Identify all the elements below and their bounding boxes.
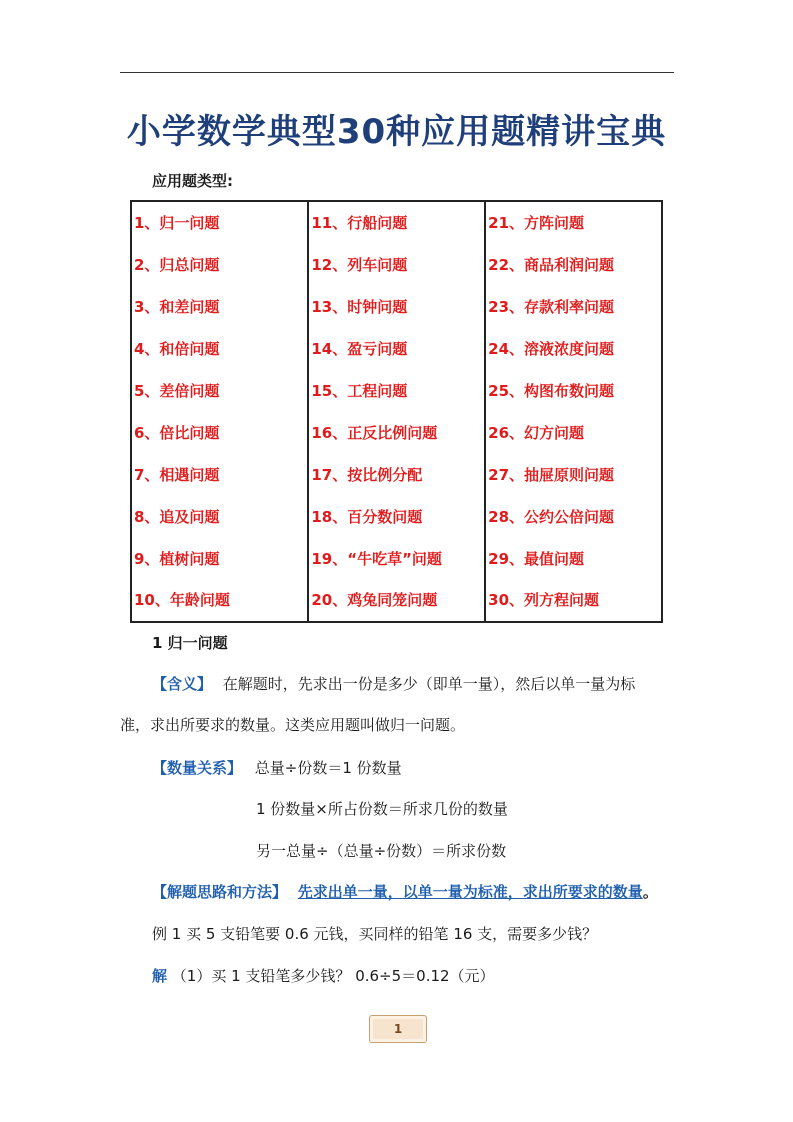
types-cell <box>308 244 485 286</box>
types-cell <box>485 411 662 453</box>
types-row <box>131 537 662 579</box>
types-cell <box>308 328 485 370</box>
type-item: 21、方阵问题 <box>488 214 585 233</box>
types-cell <box>308 453 485 495</box>
types-cell <box>485 328 662 370</box>
type-item: 3、和差问题 <box>134 298 220 317</box>
type-item: 19、“牛吃草”问题 <box>311 549 442 568</box>
type-item: 9、植树问题 <box>134 549 220 568</box>
type-item: 10、年龄问题 <box>134 591 230 610</box>
types-cell <box>131 370 308 412</box>
types-cell <box>131 328 308 370</box>
types-cell <box>485 201 662 244</box>
types-cell <box>485 286 662 328</box>
type-item: 23、存款利率问题 <box>488 298 615 317</box>
relation-2: 1 份数量×所占份数＝所求几份的数量 <box>256 800 508 818</box>
section-heading: 1 归一问题 <box>152 634 228 652</box>
type-item: 17、按比例分配 <box>311 465 423 484</box>
relation-label: 【数量关系】 <box>152 759 243 777</box>
example-1: 例 1 买 5 支铅笔要 0.6 元钱，买同样的铅笔 16 支，需要多少钱？ <box>152 925 598 943</box>
header-rule <box>120 72 674 73</box>
document-title: 小学数学典型30种应用题精讲宝典 <box>126 112 667 152</box>
type-item: 16、正反比例问题 <box>311 423 438 442</box>
types-cell <box>131 453 308 495</box>
type-item: 11、行船问题 <box>311 214 408 233</box>
type-item: 4、和倍问题 <box>134 340 220 359</box>
types-cell <box>485 495 662 537</box>
type-item: 24、溶液浓度问题 <box>488 340 615 359</box>
types-cell <box>131 411 308 453</box>
type-item: 25、构图布数问题 <box>488 382 615 400</box>
type-item: 7、相遇问题 <box>134 465 220 484</box>
type-item: 6、倍比问题 <box>134 423 220 442</box>
types-cell <box>308 495 485 537</box>
types-cell <box>485 244 662 286</box>
method-label: 【解题思路和方法】 <box>152 883 288 901</box>
types-row <box>131 286 662 328</box>
types-cell <box>308 411 485 453</box>
type-item: 5、差倍问题 <box>134 382 220 400</box>
relation-1: 总量÷份数＝1 份数量 <box>254 759 402 777</box>
types-row <box>131 370 662 412</box>
meaning-line-1: 在解题时，先求出一份是多少（即单一量），然后以单一量为标 <box>222 675 636 693</box>
types-row <box>131 495 662 537</box>
types-row <box>131 201 662 244</box>
type-item: 8、追及问题 <box>134 507 220 526</box>
types-cell <box>131 244 308 286</box>
types-cell <box>485 453 662 495</box>
meaning-paragraph <box>152 673 635 694</box>
types-row <box>131 411 662 453</box>
type-item: 12、列车问题 <box>311 256 408 275</box>
type-item: 20、鸡兔同笼问题 <box>311 591 438 610</box>
types-table <box>130 200 663 623</box>
types-cell <box>308 201 485 244</box>
type-item: 15、工程问题 <box>311 382 408 400</box>
types-cell <box>485 579 662 622</box>
types-row <box>131 244 662 286</box>
types-cell <box>131 286 308 328</box>
meaning-line-2: 准，求出所要求的数量。这类应用题叫做归一问题。 <box>120 716 466 734</box>
types-cell <box>485 537 662 579</box>
type-item: 1、归一问题 <box>134 214 220 233</box>
solution-label: 解 <box>152 967 168 985</box>
type-item: 13、时钟问题 <box>311 298 408 317</box>
method-paragraph <box>152 881 658 902</box>
relation-paragraph <box>152 757 402 778</box>
types-cell <box>308 537 485 579</box>
types-cell <box>485 370 662 412</box>
types-cell <box>308 370 485 412</box>
types-row <box>131 579 662 622</box>
types-cell <box>308 579 485 622</box>
type-item: 22、商品利润问题 <box>488 256 615 275</box>
page-number-badge: 1 <box>369 1015 427 1043</box>
meaning-label: 【含义】 <box>152 675 213 693</box>
method-end: 。 <box>642 883 658 901</box>
types-cell <box>131 495 308 537</box>
type-item: 18、百分数问题 <box>311 507 423 526</box>
types-cell <box>131 579 308 622</box>
relation-3: 另一总量÷（总量÷份数）＝所求份数 <box>256 842 507 860</box>
type-item: 27、抽屉原则问题 <box>488 465 615 484</box>
types-row <box>131 453 662 495</box>
types-cell <box>131 201 308 244</box>
types-cell <box>131 537 308 579</box>
types-row <box>131 328 662 370</box>
method-text: 先求出单一量，以单一量为标准，求出所要求的数量 <box>297 883 643 901</box>
type-item: 29、最值问题 <box>488 549 585 568</box>
type-item: 28、公约公倍问题 <box>488 507 615 526</box>
type-item: 2、归总问题 <box>134 256 220 275</box>
type-item: 26、幻方问题 <box>488 423 585 442</box>
types-label: 应用题类型: <box>152 172 233 190</box>
solution-paragraph <box>152 965 495 986</box>
type-item: 30、列方程问题 <box>488 591 600 610</box>
types-cell <box>308 286 485 328</box>
solution-text: （1）买 1 支铅笔多少钱？ 0.6÷5＝0.12（元） <box>171 967 495 985</box>
type-item: 14、盈亏问题 <box>311 340 408 359</box>
